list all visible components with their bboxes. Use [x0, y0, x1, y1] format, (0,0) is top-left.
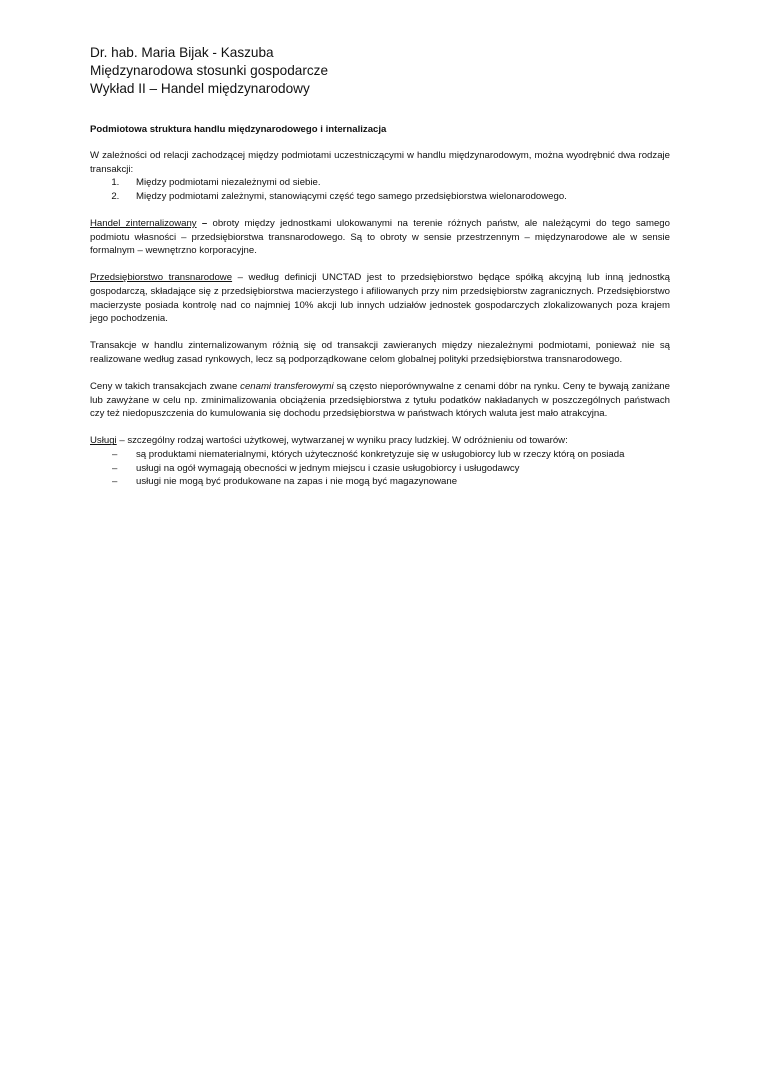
handel-paragraph — [90, 217, 670, 258]
course-line: Międzynarodowa stosunki gospodarcze — [90, 63, 329, 78]
list-item — [90, 448, 670, 462]
dash-bullet: – — [112, 462, 118, 474]
list-item-text: usługi na ogół wymagają obecności w jednym miejscu i czasie usługobiorcy i usługodawcy — [136, 462, 520, 474]
transakcje-paragraph: Transakcje w handlu zinternalizowanym różnią się od transakcji zawieranych między niezależnymi podmiotami, ponieważ nie są realizowane według zasad rynkowych, lecz są podporządkowane celom globalnej polityki przedsiębiorstwa transnarodowego. — [90, 340, 670, 365]
uslugi-paragraph — [90, 434, 670, 448]
list-item: 2. Między podmiotami zależnymi, stanowiącymi część tego samego przedsiębiorstwa wielonarodowego. — [122, 190, 670, 204]
list-item — [90, 475, 670, 489]
uslugi-term: Usługi — [90, 435, 117, 447]
list-item: 1. Między podmiotami niezależnymi od siebie. — [122, 176, 670, 190]
uslugi-list — [90, 448, 670, 489]
intro-block — [90, 149, 670, 203]
list-item-text: są produktami niematerialnymi, których użyteczność konkretyzuje się w usługobiorcy lub w rzeczy którą on posiada — [136, 449, 625, 461]
handel-text: obroty między jednostkami ulokowanymi na terenie różnych państw, ale należącymi do tego samego podmiotu własności – przedsiębiorstwa transnarodowego. Są to obroty w sensie przestrzennym – międzynarodowe ale w sensie formalnym – wewnętrzno korporacyjne. — [90, 217, 670, 257]
dash-bullet: – — [112, 449, 118, 461]
author-line: Dr. hab. Maria Bijak - Kaszuba — [90, 45, 274, 60]
transaction-types-list — [90, 176, 670, 203]
dash-bullet: – — [112, 476, 118, 488]
ceny-after: są często nieporównywalne z cenami dóbr na rynku. Ceny te bywają zaniżane lub zawyżane w celu np. zminimalizowania obciążenia przedsiębiorstwa z tytułu podatków nakładanych w poszczególnych państwach czy też niedopuszczenia do kumulowania się dochodu przedsiębiorstwa w państwach których waluta jest mało atrakcyjna. — [90, 381, 670, 420]
section-title: Podmiotowa struktura handlu międzynarodowego i internalizacja — [90, 124, 387, 135]
handel-dash: – — [196, 217, 213, 229]
ceny-paragraph — [90, 380, 670, 421]
uslugi-block — [90, 434, 670, 488]
ceny-before: Ceny w takich transakcjach zwane — [90, 381, 241, 393]
document-header — [90, 44, 670, 98]
przedsiebiorstwo-text: – według definicji UNCTAD jest to przedsiębiorstwo będące spółką akcyjną lub inną jednostką gospodarczą, składające się z przedsiębiorstwa macierzystego i afiliowanych przy nim przedsiębiorstw zagranicznych. Przedsiębiorstwo macierzyste posiada kontrolę nad co najmniej 10% akcji lub innych udziałów jednostek gospodarczych zlokalizowanych poza krajem jego pochodzenia. — [90, 272, 670, 325]
ceny-italic-term: cenami transferowymi — [240, 381, 334, 393]
list-item-text: usługi nie mogą być produkowane na zapas i nie mogą być magazynowane — [136, 476, 458, 488]
handel-term: Handel zinternalizowany — [90, 217, 197, 229]
przedsiebiorstwo-term: Przedsiębiorstwo transnarodowe — [90, 272, 233, 284]
przedsiebiorstwo-paragraph — [90, 271, 670, 325]
uslugi-text: – szczególny rodzaj wartości użytkowej, wytwarzanej w wyniku pracy ludzkiej. W odróżnieniu od towarów: — [116, 435, 568, 447]
lecture-line: Wykład II – Handel międzynarodowy — [90, 81, 310, 96]
intro-paragraph: W zależności od relacji zachodzącej między podmiotami uczestniczącymi w handlu międzynarodowym, można wyodrębnić dwa rodzaje transakcji: — [90, 150, 670, 175]
list-item — [90, 462, 670, 476]
